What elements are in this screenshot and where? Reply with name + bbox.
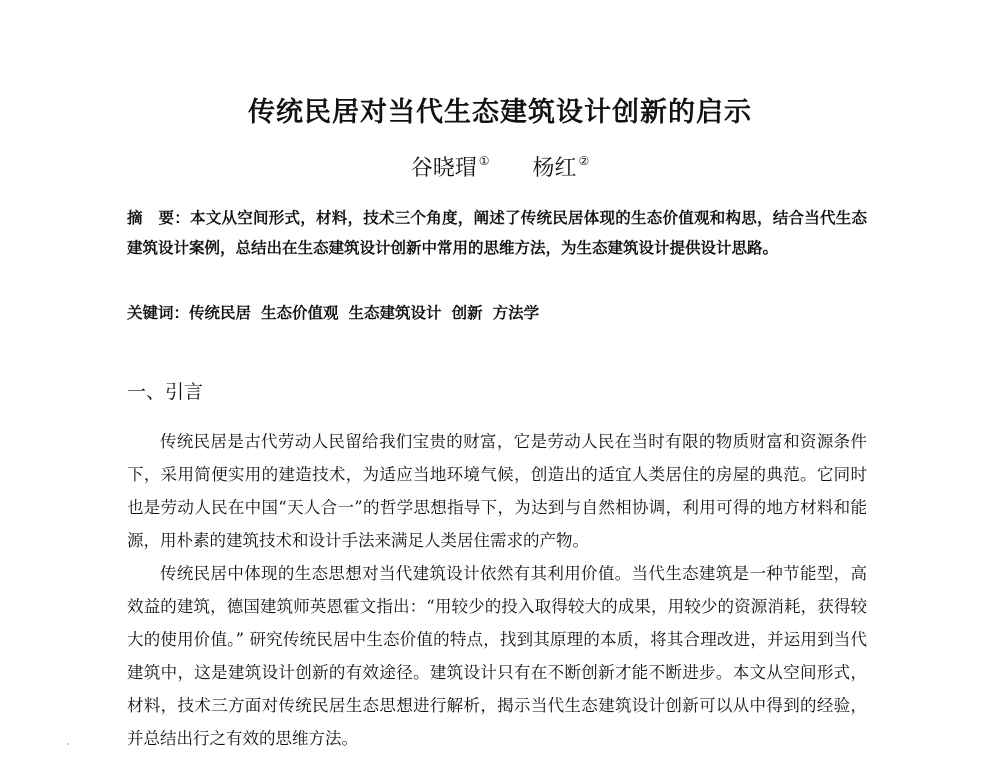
author-1-name: 谷晓瑁	[410, 156, 477, 181]
scan-speck	[67, 743, 69, 745]
keyword-item: 方法学	[492, 303, 540, 322]
keywords-label: 关键词：	[127, 303, 190, 322]
author-2	[533, 146, 590, 184]
paragraph: 传统民居是古代劳动人民留给我们宝贵的财富，它是劳动人民在当时有限的物质财富和资源条件下，采用简便实用的建造技术，为适应当地环境气候，创造出的适宜人类居住的房屋的典范。它同时也是劳动人民在中国“天人合一”的哲学思想指导下，为达到与自然相协调，利用可得的地方材料和能源，用朴素的建筑技术和设计手法来满足人类居住需求的产物。	[127, 432, 867, 550]
paper-title: 传统民居对当代生态建筑设计创新的启示	[248, 97, 752, 128]
abstract-text: 本文从空间形式，材料，技术三个角度，阐述了传统民居体现的生态价值观和构思，结合当代生态建筑设计案例，总结出在生态建筑设计创新中常用的思维方法，为生态建筑设计提供设计思路。	[127, 208, 867, 257]
author-2-footnote-mark: ②	[578, 154, 590, 168]
paragraph: 传统民居中体现的生态思想对当代建筑设计依然有其利用价值。当代生态建筑是一种节能型，高效益的建筑，德国建筑师英恩霍文指出：“用较少的投入取得较大的成果，用较少的资源消耗，获得较大的使用价值。” 研究传统民居中生态价值的特点，找到其原理的本质，将其合理改进，并运用到当代建筑中，这是建筑设计创新的有效途径。建筑设计只有在不断创新才能不断进步。本文从空间形式，材料，技术三方面对传统民居生态思想进行解析，揭示当代生态建筑设计创新可以从中得到的经验，并总结出行之有效的思维方法。	[127, 564, 867, 748]
keywords	[127, 298, 867, 328]
author-2-name: 杨红	[532, 156, 577, 181]
section-body	[127, 425, 867, 755]
abstract	[127, 203, 867, 263]
keyword-item: 传统民居	[189, 303, 252, 322]
section-heading: 一、引言	[127, 381, 204, 403]
keyword-item: 生态价值观	[261, 303, 339, 322]
abstract-label: 摘 要：	[127, 208, 190, 227]
keyword-item: 创新	[451, 303, 483, 322]
author-1-footnote-mark: ①	[478, 154, 490, 168]
author-line	[0, 146, 1000, 184]
keyword-item: 生态建筑设计	[348, 303, 442, 322]
author-1	[411, 146, 490, 184]
